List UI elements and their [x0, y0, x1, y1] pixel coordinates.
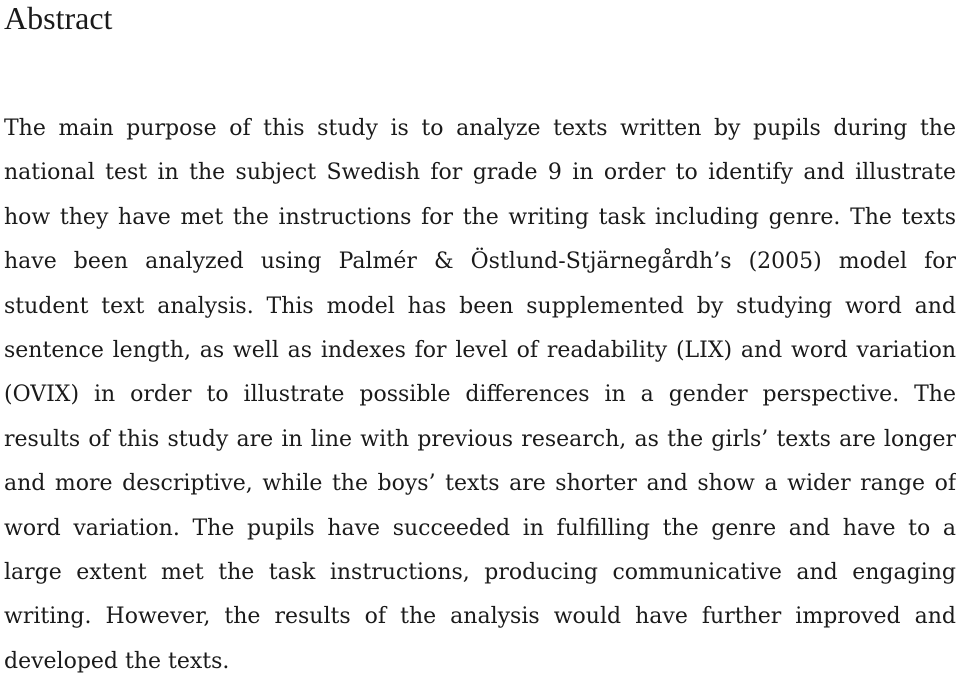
abstract-line: word variation. The pupils have succeeded in fulfilling the genre and have to a	[4, 515, 956, 541]
abstract-line: student text analysis. This model has been supplemented by studying word and	[4, 293, 956, 319]
abstract-line: sentence length, as well as indexes for level of readability (LIX) and word variation	[4, 337, 956, 363]
abstract-paragraph	[4, 111, 956, 688]
abstract-line: have been analyzed using Palmér & Östlund-Stjärnegårdh’s (2005) model for	[4, 249, 956, 275]
abstract-line: results of this study are in line with previous research, as the girls’ texts are longer	[4, 426, 956, 452]
abstract-line: and more descriptive, while the boys’ texts are shorter and show a wider range of	[4, 471, 956, 497]
abstract-line: developed the texts.	[4, 648, 230, 674]
abstract-line: The main purpose of this study is to analyze texts written by pupils during the	[4, 116, 956, 141]
abstract-line: national test in the subject Swedish for grade 9 in order to identify and illustrate	[4, 160, 956, 186]
abstract-line: writing. However, the results of the analysis would have further improved and	[4, 604, 956, 630]
abstract-line: large extent met the task instructions, producing communicative and engaging	[4, 559, 956, 585]
abstract-heading: Abstract	[4, 0, 113, 36]
abstract-line: (OVIX) in order to illustrate possible differences in a gender perspective. The	[4, 382, 956, 408]
abstract-line: how they have met the instructions for the writing task including genre. The texts	[4, 204, 956, 230]
